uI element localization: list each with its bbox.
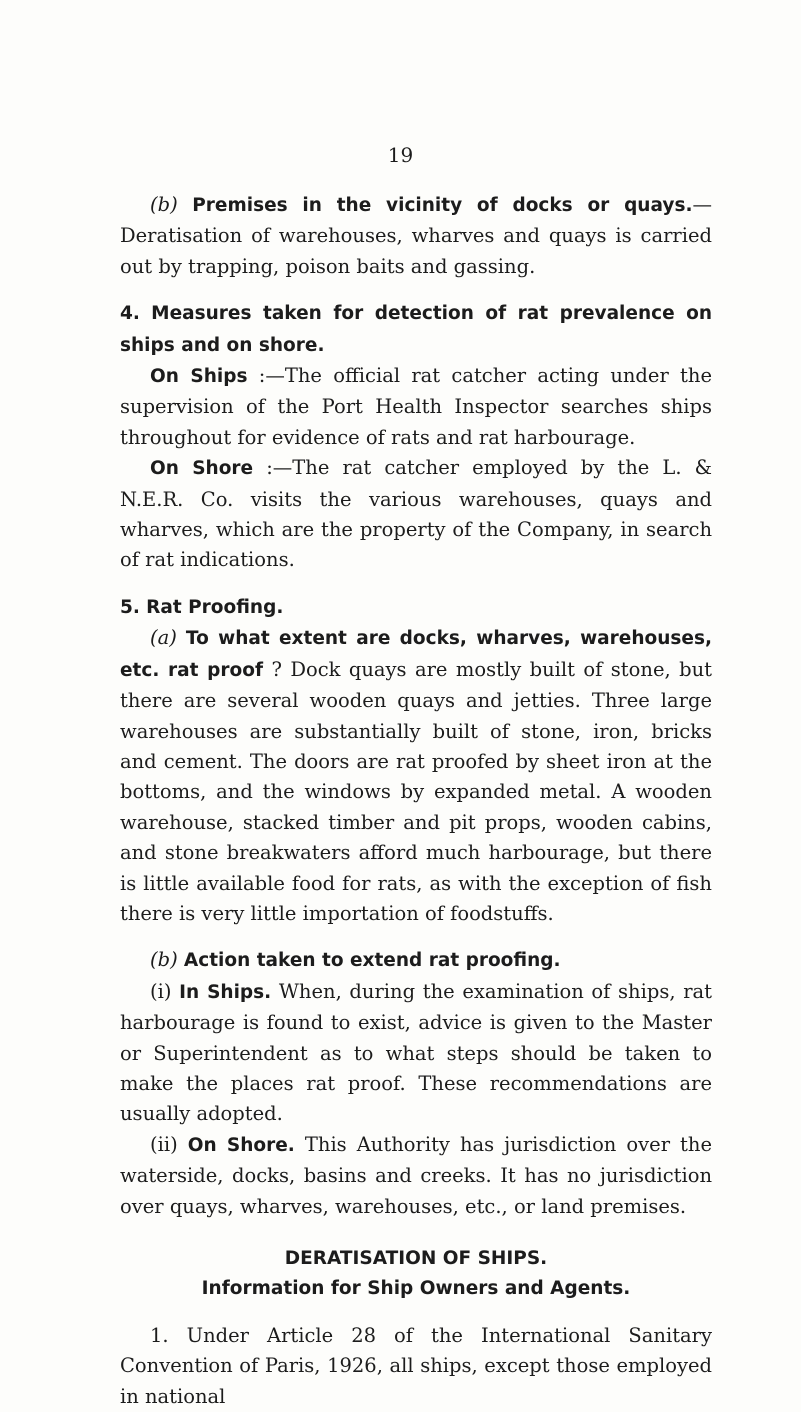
section-5-number: 5. — [120, 596, 140, 618]
subsection-a-label: (a) — [150, 626, 177, 650]
in-ships-heading: In Ships. — [179, 981, 272, 1003]
on-shore-paragraph — [120, 453, 712, 576]
on-shore-authority-paragraph — [120, 1130, 712, 1222]
section-5-heading — [120, 592, 712, 623]
in-ships-label: (i) — [150, 979, 172, 1003]
premises-label: (b) — [150, 193, 178, 216]
premises-text: —Deratisation of warehouses, wharves and quays is carried out by trapping, poison baits and gassing. — [120, 193, 712, 278]
section-4-number: 4. — [120, 303, 140, 325]
on-shore-label: On Shore — [150, 458, 254, 480]
section-5-title: Rat Proofing. — [146, 596, 284, 618]
subsection-b-label: (b) — [150, 948, 178, 972]
on-ships-text: :—The official rat catcher acting under the supervision of the Port Health Inspector searches ships throughout for evidence of rats and rat harbourage. — [120, 364, 712, 449]
subsection-a-heading: To what extent are docks, wharves, warehouses, etc. rat proof — [120, 628, 712, 681]
article-28-paragraph: 1. Under Article 28 of the International Sanitary Convention of Paris, 1926, all ships, except those employed in national — [120, 1323, 712, 1408]
on-shore-authority-text: This Authority has jurisdiction over the waterside, docks, basins and creeks. It has no jurisdiction over quays, wharves, warehouses, etc., or land premises. — [120, 1132, 712, 1218]
on-shore-authority-heading: On Shore. — [187, 1134, 295, 1156]
subsection-a-text: ? Dock quays are mostly built of stone, but there are several wooden quays and jetties. Three large warehouses are substantially built of stone, iron, bricks and cement. The doors are rat proofed by sheet iron at the bottoms, and the windows by expanded metal. A wooden warehouse, stacked timber and pit props, wooden cabins, and stone breakwaters afford much harbourage, but there is little available food for rats, as with the exception of fish there is very little importation of foodstuffs. — [120, 657, 712, 925]
subsection-b-title: Action taken to extend rat proofing. — [183, 950, 561, 972]
on-ships-label: On Ships — [150, 366, 248, 388]
deratisation-subtitle: Information for Ship Owners and Agents. — [201, 1278, 631, 1300]
section-4-title: Measures taken for detection of rat prevalence on ships and on shore. — [120, 303, 713, 356]
page-content — [120, 190, 712, 1412]
premises-paragraph — [120, 190, 712, 282]
subsection-b-heading — [120, 945, 712, 976]
section-4-heading — [120, 298, 712, 361]
on-shore-text: :—The rat catcher employed by the L. & N.E.R. Co. visits the various warehouses, quays and wharves, which are the property of the Company, in search of rat indications. — [120, 456, 712, 572]
on-ships-paragraph — [120, 361, 712, 453]
in-ships-text: When, during the examination of ships, rat harbourage is found to exist, advice is given to the Master or Superintendent as to what steps should be taken to make the places rat proof. These recommendations are usually adopted. — [120, 979, 712, 1126]
in-ships-paragraph — [120, 977, 712, 1130]
premises-heading: Premises in the vicinity of docks or quays. — [192, 195, 693, 216]
page-number: 19 — [387, 143, 414, 167]
rat-proof-extent-paragraph — [120, 623, 712, 929]
on-shore-authority-label: (ii) — [150, 1132, 178, 1156]
deratisation-title: DERATISATION OF SHIPS. — [284, 1248, 548, 1269]
